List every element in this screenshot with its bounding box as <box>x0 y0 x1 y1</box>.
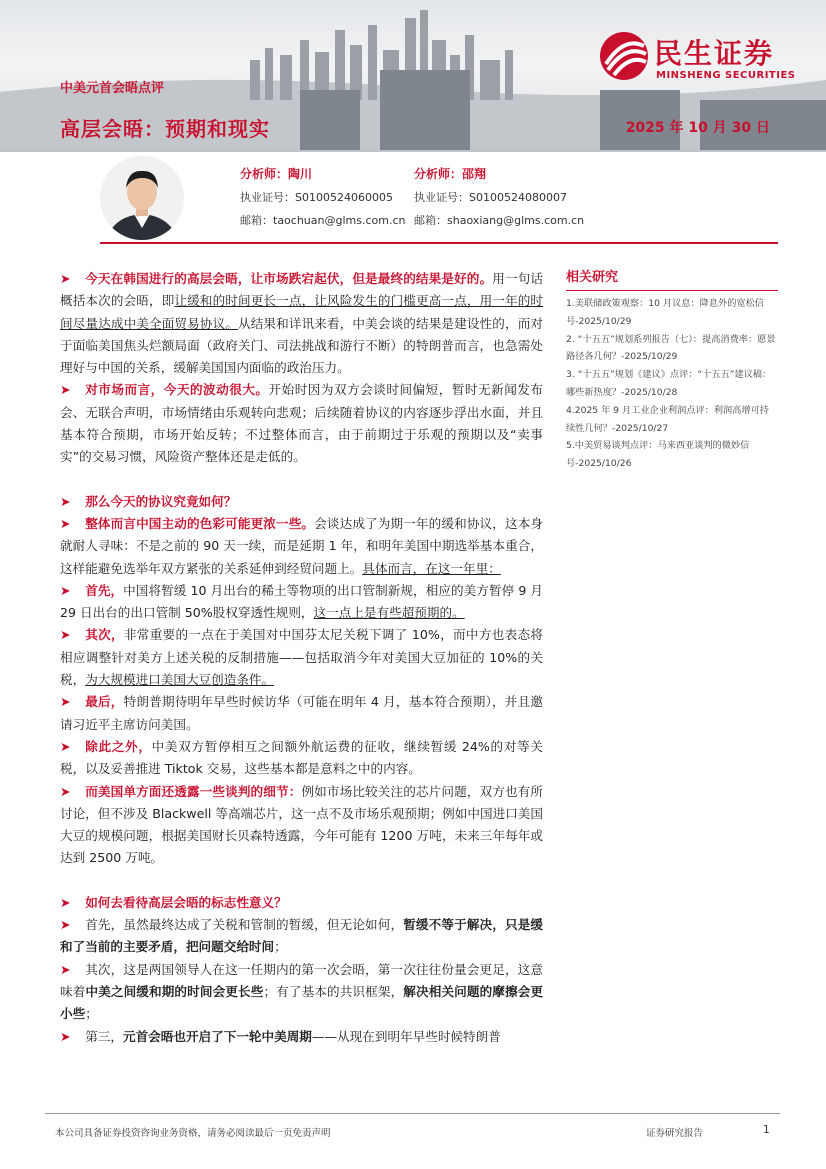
related-research-item[interactable]: 5.中美贸易谈判点评：马来西亚谈判的微妙信号-2025/10/26 <box>566 440 750 470</box>
header-divider <box>100 242 778 244</box>
main-content <box>60 268 543 1048</box>
paragraph-4: ➤ 首先，中国将暂缓 10 月出台的稀土等物项的出口管制新规，相应的美方暂停 9 月 29 日出台的出口管制 50%股权穿透性规则，这一点上是有些超预期的。 <box>60 580 543 625</box>
related-research-item[interactable]: 1.美联储政策观察：10 月议息：降息外的宽松信号-2025/10/29 <box>566 298 764 327</box>
analyst-email[interactable]: taochuan@glms.com.cn <box>273 214 406 227</box>
paragraph-7: ➤ 除此之外，中美双方暂停相互之间额外航运费的征收，继续暂缓 24%的对等关税，以及妥善推进 Tiktok 交易，这些基本都是意料之中的内容。 <box>60 736 543 781</box>
bullet-arrow-icon: ➤ <box>60 738 71 754</box>
logo-text-en: MINSHENG SECURITIES <box>656 70 796 81</box>
bullet-arrow-icon: ➤ <box>60 694 71 710</box>
sidebar-title: 相关研究 <box>566 270 619 285</box>
analyst-cert: S0100524060005 <box>295 191 393 204</box>
related-research-sidebar <box>566 268 778 473</box>
paragraph-2: ➤ 对市场而言，今天的波动很大。开始时因为双方会谈时间偏短，暂时无新闻发布会、无联合声明，市场情绪由乐观转向悲观；后续随着协议的内容逐步浮出水面，并且基本符合预期，市场开始反转；不过整体而言，由于前期过于乐观的预期以及“卖事实”的交易习惯，风险资产整体还是走低的。 <box>60 379 543 468</box>
analyst-email-label: 邮箱： <box>240 214 273 227</box>
bullet-arrow-icon: ➤ <box>60 961 71 977</box>
footer-report-type: 证券研究报告 <box>646 1128 704 1139</box>
analyst-cert-label: 执业证号： <box>414 191 469 204</box>
report-date: 2025 年 10 月 30 日 <box>625 120 770 136</box>
bullet-arrow-icon: ➤ <box>60 515 71 531</box>
paragraph-8: ➤ 而美国单方面还透露一些谈判的细节：例如市场比较关注的芯片问题，双方也有所讨论，但不涉及 Blackwell 等高端芯片，这一点不及市场乐观预期；例如中国进口美国大豆的规模问题，根据美国财长贝森特透露，今年可能有 1200 万吨，未来三年每年或达到 2500 万吨。 <box>60 781 543 870</box>
bullet-arrow-icon: ➤ <box>60 783 71 799</box>
bullet-arrow-icon: ➤ <box>60 582 71 598</box>
bullet-arrow-icon: ➤ <box>60 1028 71 1044</box>
logo-text-cn: 民生证券 <box>654 37 775 70</box>
analyst-name: 邵翔 <box>462 167 487 181</box>
paragraph-10: ➤ 其次，这是两国领导人在这一任期内的第一次会晤，第一次往往份量会更足，这意味着中美之间缓和期的时间会更长些；有了基本的共识框架，解决相关问题的摩擦会更小些； <box>60 959 543 1026</box>
minsheng-logo <box>598 30 808 82</box>
related-research-item[interactable]: 2. “十五五”规划系列报告（七）：提高消费率：愿景路径各几何？-2025/10/29 <box>566 333 776 363</box>
related-research-item[interactable]: 4.2025 年 9 月工业企业利润点评：利润高增可持续性几何？-2025/10/27 <box>566 404 769 434</box>
analyst-email-label: 邮箱： <box>414 214 447 227</box>
bullet-arrow-icon: ➤ <box>60 493 71 509</box>
header-banner <box>0 0 826 152</box>
paragraph-6: ➤ 最后，特朗普期待明年早些时候访华（可能在明年 4 月，基本符合预期），并且邀请习近平主席访问美国。 <box>60 691 543 736</box>
paragraph-9: ➤ 首先，虽然最终达成了关税和管制的暂缓，但无论如何，暂缓不等于解决，只是缓和了当前的主要矛盾，把问题交给时间； <box>60 914 543 959</box>
logo-mark-icon <box>598 30 652 82</box>
paragraph-1: ➤ 今天在韩国进行的高层会晤，让市场跌宕起伏，但是最终的结果是好的。用一句话概括本次的会晤，即让缓和的时间更长一点，让风险发生的门槛更高一点，用一年的时间尽量达成中美全面贸易协议。从结果和详讯来看，中美会谈的结果是建设性的，而对于面临美国焦头烂额局面（政府关门、司法挑战和游行不断）的特朗普而言，也急需处理好与中国的关系，缓解美国国内面临的政治压力。 <box>60 268 543 379</box>
paragraph-3: ➤ 整体而言中国主动的色彩可能更浓一些。会谈达成了为期一年的缓和协议，这本身就耐人寻味：不是之前的 90 天一续，而是延期 1 年，和明年美国中期选举基本重合，这样能避免选举年双方紧张的关系延伸到经贸问题上。具体而言，在这一年里： <box>60 513 543 580</box>
bullet-arrow-icon: ➤ <box>60 271 71 286</box>
page-title: 高层会晤：预期和现实 <box>60 117 270 141</box>
analyst-name: 陶川 <box>288 167 313 181</box>
footer-disclaimer: 本公司具备证券投资咨询业务资格，请务必阅读最后一页免责声明 <box>55 1128 331 1139</box>
analyst-photo <box>100 156 184 240</box>
analyst-email[interactable]: shaoxiang@glms.com.cn <box>447 214 585 227</box>
bullet-arrow-icon: ➤ <box>60 627 71 643</box>
analyst-name-label: 分析师： <box>414 167 463 181</box>
paragraph-5: ➤ 其次，非常重要的一点在于美国对中国芬太尼关税下调了 10%，而中方也表态将相应调整针对美方上述关税的反制措施——包括取消今年对美国大豆加征的 10%的关税，为大规模进口美国大豆创造条件。 <box>60 624 543 691</box>
related-research-item[interactable]: 3. “十五五”规划《建议》点评：“十五五”建议稿：哪些新热度？-2025/10/28 <box>566 369 772 398</box>
report-series: 中美元首会晤点评 <box>60 81 165 96</box>
analyst-block-1 <box>240 163 405 232</box>
bullet-arrow-icon: ➤ <box>60 382 71 398</box>
footer-divider <box>45 1113 780 1114</box>
bullet-arrow-icon: ➤ <box>60 894 71 910</box>
analyst-cert: S0100524080007 <box>469 191 567 204</box>
section-heading-1: ➤ 那么今天的协议究竟如何？ <box>60 491 543 513</box>
analyst-cert-label: 执业证号： <box>240 191 295 204</box>
bullet-arrow-icon: ➤ <box>60 917 71 933</box>
page-number: 1 <box>763 1124 770 1136</box>
analyst-block-2 <box>414 163 584 232</box>
paragraph-11: ➤ 第三，元首会晤也开启了下一轮中美周期——从现在到明年早些时候特朗普 <box>60 1026 543 1048</box>
sidebar-divider <box>566 290 778 291</box>
analyst-name-label: 分析师： <box>240 167 289 181</box>
section-heading-2: ➤ 如何去看待高层会晤的标志性意义？ <box>60 892 543 914</box>
